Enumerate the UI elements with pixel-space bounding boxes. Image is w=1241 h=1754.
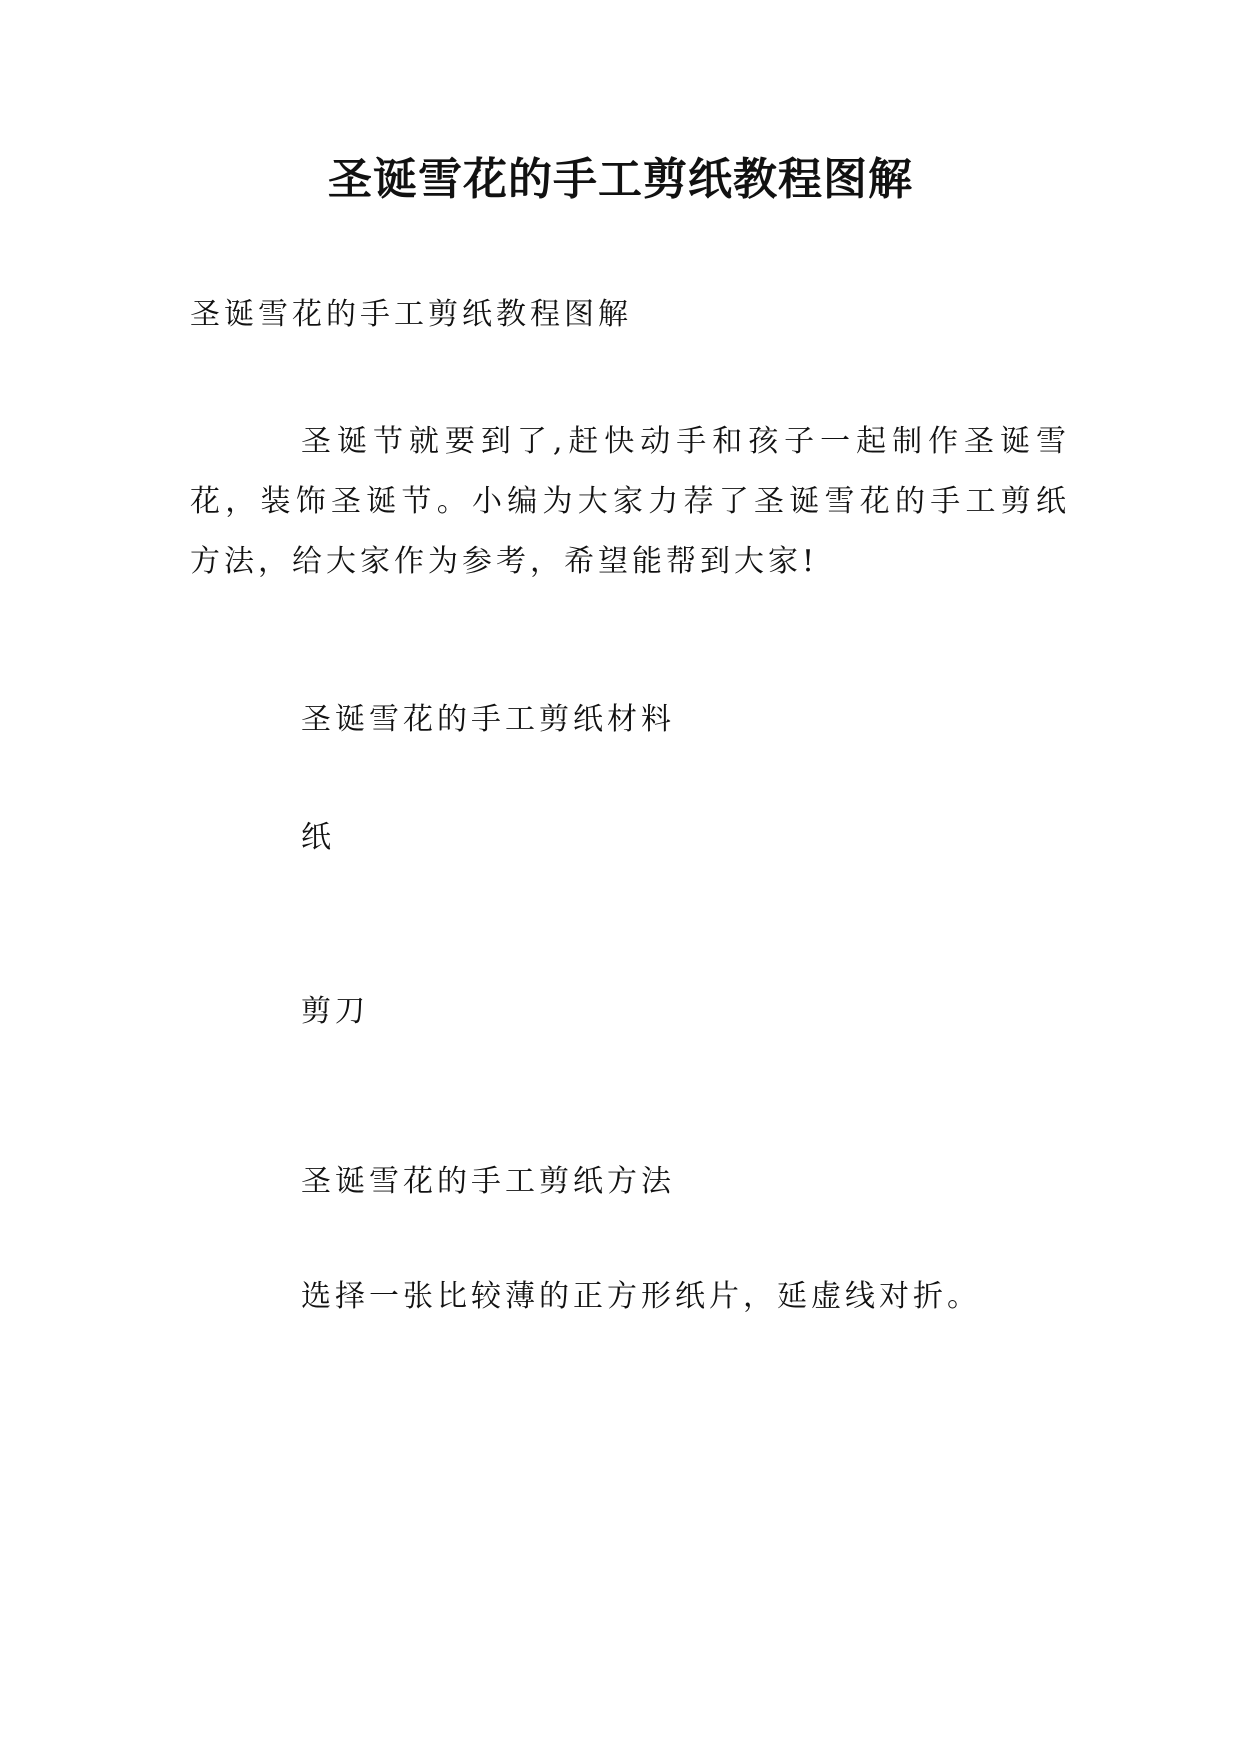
intro-paragraph: 圣诞节就要到了,赶快动手和孩子一起制作圣诞雪花，装饰圣诞节。小编为大家力荐了圣诞雪花的手工剪纸方法，给大家作为参考，希望能帮到大家! [190,424,1070,579]
method-step-1: 选择一张比较薄的正方形纸片，延虚线对折。 [301,1279,981,1314]
material-item-paper: 纸 [301,820,335,855]
method-heading: 圣诞雪花的手工剪纸方法 [301,1164,675,1199]
material-item-scissors: 剪刀 [301,994,369,1029]
document-title: 圣诞雪花的手工剪纸教程图解 [328,154,913,205]
document-subtitle: 圣诞雪花的手工剪纸教程图解 [190,297,632,332]
materials-heading: 圣诞雪花的手工剪纸材料 [301,702,675,737]
